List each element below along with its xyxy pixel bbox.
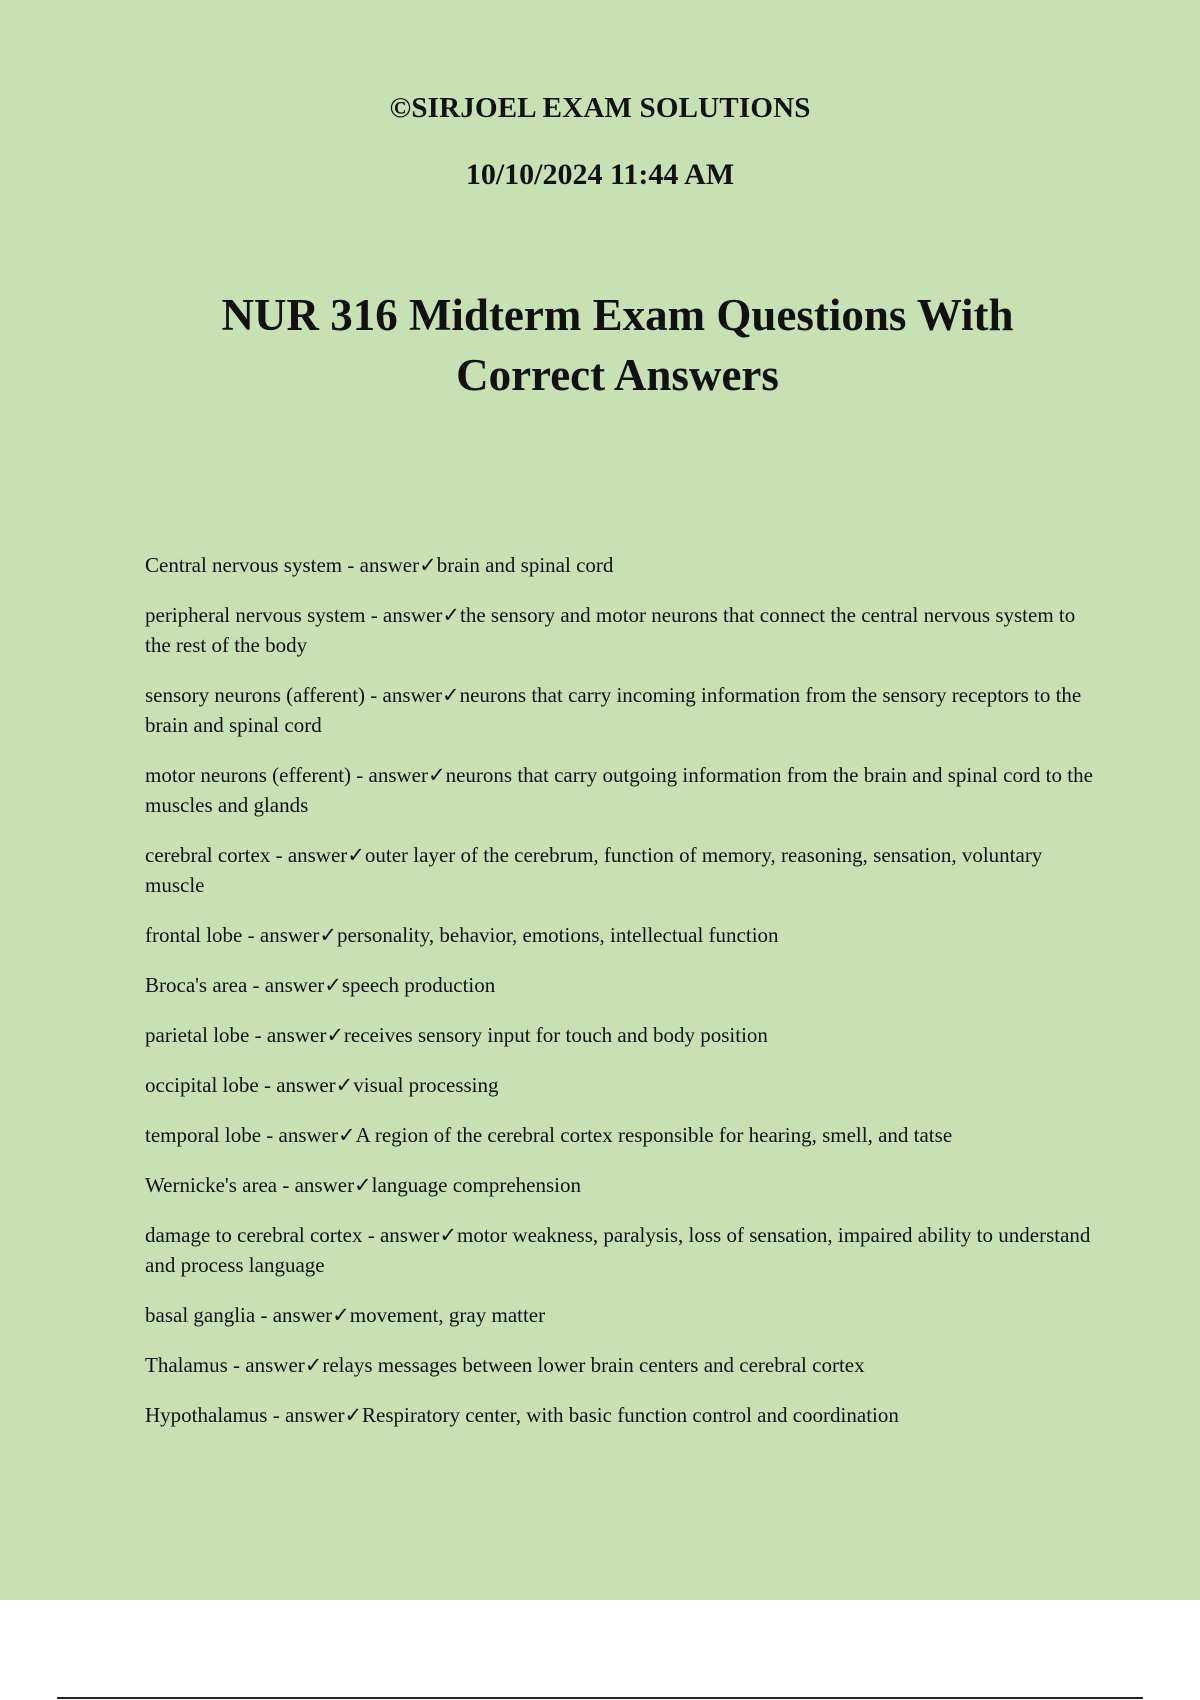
qa-item: basal ganglia - answer✓movement, gray matter [145, 1303, 546, 1327]
qa-item: damage to cerebral cortex - answer✓motor weakness, paralysis, loss of sensation, impaired ability to understand and process language [145, 1223, 1091, 1277]
qa-item: peripheral nervous system - answer✓the sensory and motor neurons that connect the central nervous system to the rest of the body [145, 603, 1076, 657]
qa-item: parietal lobe - answer✓receives sensory input for touch and body position [145, 1023, 768, 1047]
qa-item: Hypothalamus - answer✓Respiratory center, with basic function control and coordination [145, 1403, 899, 1427]
header-datetime: 10/10/2024 11:44 AM [465, 158, 735, 191]
page-title: NUR 316 Midterm Exam Questions With Correct Answers [221, 290, 1014, 400]
qa-item: temporal lobe - answer✓A region of the cerebral cortex responsible for hearing, smell, and tatse [145, 1123, 953, 1147]
qa-item: Broca's area - answer✓speech production [145, 973, 496, 997]
qa-item: Wernicke's area - answer✓language comprehension [145, 1173, 581, 1197]
qa-list [145, 550, 1095, 1450]
qa-item: occipital lobe - answer✓visual processing [145, 1073, 499, 1097]
qa-item: frontal lobe - answer✓personality, behavior, emotions, intellectual function [145, 923, 779, 947]
qa-item: Central nervous system - answer✓brain and spinal cord [145, 553, 614, 577]
qa-item: motor neurons (efferent) - answer✓neurons that carry outgoing information from the brain and spinal cord to the muscles and glands [145, 763, 1093, 817]
qa-item: sensory neurons (afferent) - answer✓neurons that carry incoming information from the sensory receptors to the brain and spinal cord [145, 683, 1082, 737]
bottom-divider [57, 1697, 1143, 1699]
qa-item: Thalamus - answer✓relays messages between lower brain centers and cerebral cortex [145, 1353, 865, 1377]
qa-item: cerebral cortex - answer✓outer layer of the cerebrum, function of memory, reasoning, sensation, voluntary muscle [145, 843, 1043, 897]
brand-header: ©SIRJOEL EXAM SOLUTIONS [389, 92, 811, 124]
